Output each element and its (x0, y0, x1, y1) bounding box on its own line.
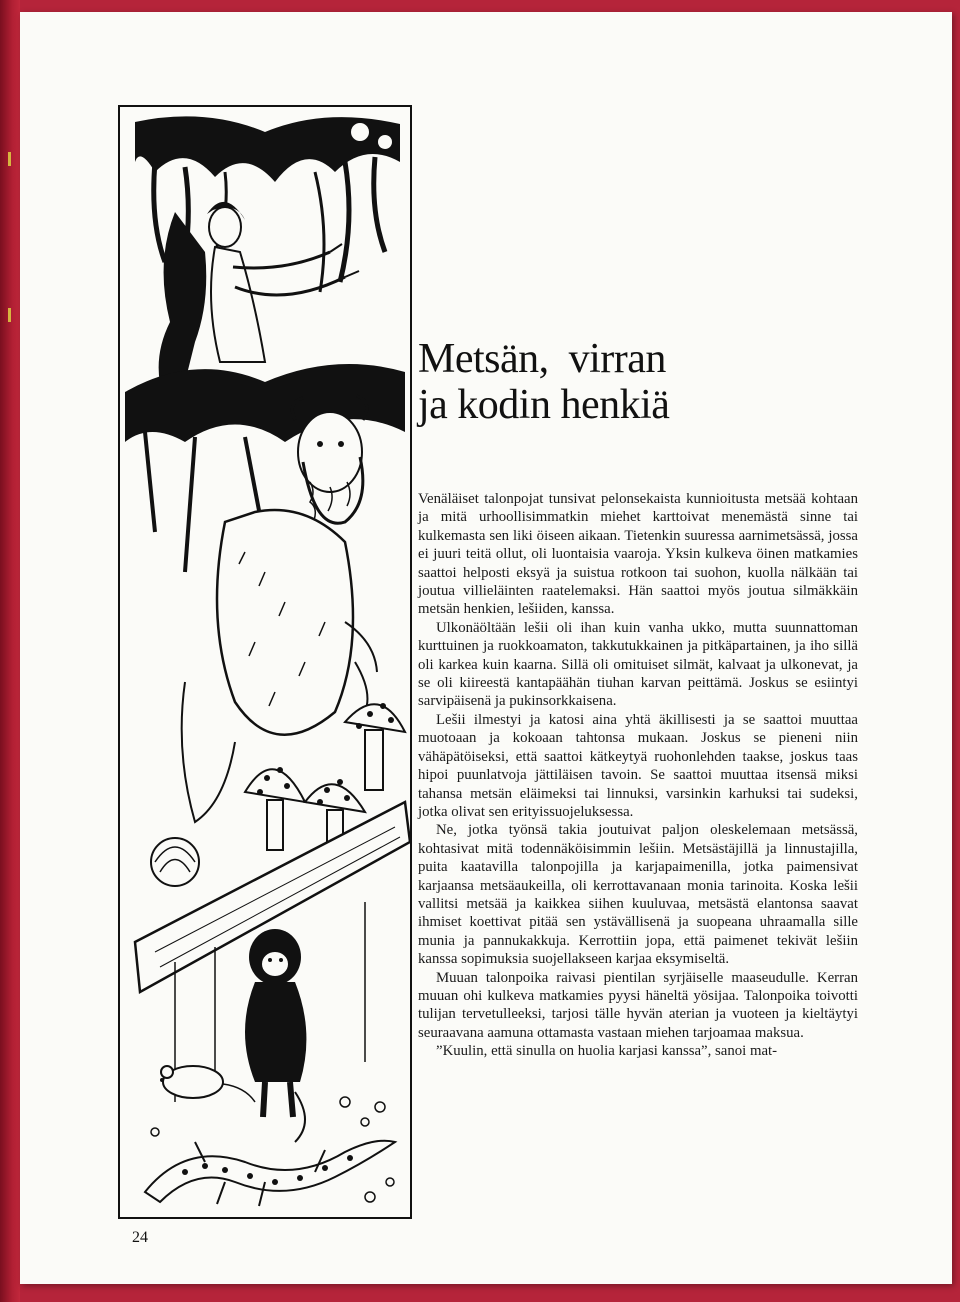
chapter-title-line: ja kodin henkiä (418, 382, 670, 428)
chapter-title (418, 336, 669, 428)
article-body (418, 490, 858, 1061)
book-cover-edge (0, 0, 20, 1302)
body-paragraph: ”Kuulin, että sinulla on huolia karjasi kanssa”, sanoi mat- (436, 1043, 778, 1060)
cover-stitch-mark (8, 308, 11, 322)
body-paragraph: Muuan talonpoika raivasi pientilan syrjäiselle maaseudulle. Kerran muuan ohi kulkeva matkamies pyysi häneltä yösijaa. Talonpoika toivotti tulijan tervetulleeksi, tarjosi tälle hyvän aterian ja vuoteen ja kieltäytyi seuraavana aamuna ottamasta vastaan miehen tarjoamaa maksua. (418, 969, 858, 1041)
cover-stitch-mark (8, 152, 11, 166)
book-page (20, 12, 952, 1284)
body-paragraph: Venäläiset talonpojat tunsivat pelonsekaista kunnioitusta metsää kohtaan ja mitä urhoollisimmatkin miehet karttoivat menemästä sinne tai kulkemasta sen liki öiseen aikaan. Tietenkin suuressa aarnimetsässä, jossa ei juuri teitä ollut, oli luontaisia vaaroja. Yksin kulkeva öinen matkamies saattoi helposti eksyä ja suistua rotkoon tai suohon, kuolla nälkään tai joutua villieläinten raatelemaksi. Hän saattoi myös joutua silmäkkäin metsän henkien, lešiiden, kanssa. (418, 491, 858, 618)
body-paragraph: Lešii ilmestyi ja katosi aina yhtä äkillisesti ja se saattoi muuttaa muotoaan ja kokoaan tahtonsa mukaan. Joskus se pieneni niin vähäpätöiseksi, että saattoi kätkeytyä ruohonlehden taakse, joskus taas hipoi puunlatvoja jättiläisen tavoin. Se saattoi muuttaa itsensä miksi tahansa metsän eläimeksi tai linnuksi, varsinkin karhuksi tai sudeksi, jotka olivat sen erityissuojeluksessa. (418, 711, 858, 820)
body-paragraph: Ne, jotka työnsä takia joutuivat paljon oleskelemaan metsässä, kohtasivat mitä todennäköisimmin lešiin. Metsästäjillä ja linnustajilla, puita kaatavilla talonpojilla ja karjapaimenilla, jotka paimensivat karjaansa metsäaukeilla, oli kerrottavanaan monia tarinoita. Koska lešii vallitsi metsää ja kaikkea siihen kuuluvaa, metsästä elantonsa saavat ihmiset koettivat pitää sen ystävällisenä ja suopeana uhraamalla sille munia ja pannukakkuja. Kerrottiin jopa, että paimenet tekivät lešiin kanssa sopimuksia suojellakseen karjaa eksymiseltä. (418, 822, 858, 968)
body-paragraph: Ulkonäöltään lešii oli ihan kuin vanha ukko, mutta suunnattoman kurttuinen ja ruokkoamaton, takkutukkainen ja pitkäpartainen, ja iho sillä oli karkea kuin kaarna. Sillä oli omituiset silmät, kalvaat ja ulkonevat, ja se oli kiireestä kantapäähän tiuhan karvan peittämä. Joskus se esiintyi sarvipäisenä ja pukinsorkkaisena. (418, 619, 858, 710)
forest-spirits-illustration (115, 102, 415, 1222)
page-number: 24 (132, 1229, 148, 1246)
chapter-title-line: Metsän, virran (418, 336, 666, 382)
